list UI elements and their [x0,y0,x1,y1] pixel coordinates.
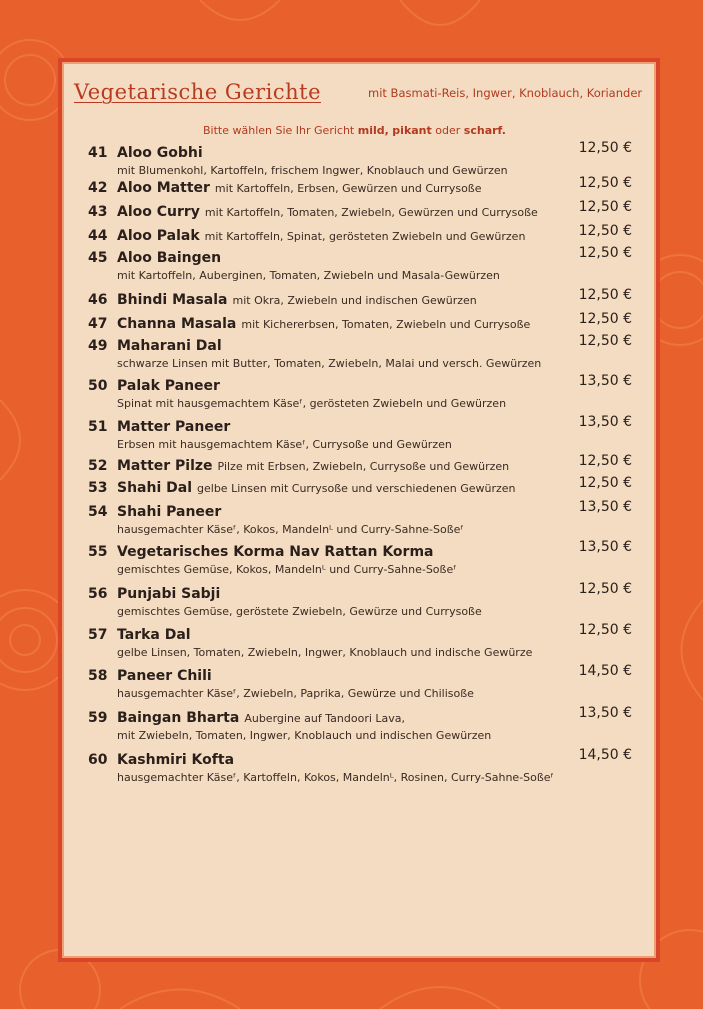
item-price: 12,50 € [578,453,632,469]
item-description: mit Zwiebeln, Tomaten, Ingwer, Knoblauch und indischen Gewürzen [117,729,492,742]
item-name [117,316,530,332]
item-description: mit Blumenkohl, Kartoffeln, frischem Ingwer, Knoblauch und Gewürzen [117,164,508,177]
item-number: 51 [88,419,108,435]
item-name-text: Aloo Matter [117,180,210,196]
item-name [117,378,220,394]
item-name-text: Matter Pilze [117,458,213,474]
item-price: 12,50 € [578,140,632,156]
item-number: 44 [88,228,108,244]
item-number: 46 [88,292,108,308]
item-number: 56 [88,586,108,602]
item-name [117,480,516,496]
spice-note-oder: oder [435,124,461,137]
item-name-text: Aloo Palak [117,228,200,244]
item-name [117,292,477,308]
item-price: 14,50 € [578,747,632,763]
item-price: 14,50 € [578,663,632,679]
item-number: 47 [88,316,108,332]
item-price: 13,50 € [578,539,632,555]
item-description: gemischtes Gemüse, Kokos, Mandelnᴸ und Curry-Sahne-Soßeᶠ [117,563,457,576]
item-number: 54 [88,504,108,520]
item-name [117,544,433,560]
item-description: Erbsen mit hausgemachtem Käseᶠ, Currysoße und Gewürzen [117,438,452,451]
item-price: 12,50 € [578,223,632,239]
item-name [117,250,221,266]
item-number: 41 [88,145,108,161]
item-name [117,419,230,435]
item-price: 12,50 € [578,622,632,638]
item-name [117,145,203,161]
item-price: 13,50 € [578,373,632,389]
item-number: 49 [88,338,108,354]
item-name-text: Aloo Baingen [117,250,222,266]
item-number: 45 [88,250,108,266]
spice-note [203,124,506,137]
section-title: Vegetarische Gerichte [74,80,322,104]
item-name [117,338,222,354]
item-name-text: Tarka Dal [117,627,191,643]
item-price: 12,50 € [578,333,632,349]
item-inline-description: gelbe Linsen mit Currysoße und verschiedenen Gewürzen [197,482,516,495]
item-number: 42 [88,180,108,196]
item-number: 55 [88,544,108,560]
spice-note-mild: mild, [357,124,389,137]
item-name-text: Vegetarisches Korma Nav Rattan Korma [117,544,434,560]
item-name [117,504,221,520]
item-name [117,586,220,602]
item-inline-description: mit Kichererbsen, Tomaten, Zwiebeln und Currysoße [241,318,531,331]
item-name-text: Paneer Chili [117,668,212,684]
item-number: 60 [88,752,108,768]
item-price: 13,50 € [578,499,632,515]
item-number: 57 [88,627,108,643]
item-description: mit Kartoffeln, Auberginen, Tomaten, Zwiebeln und Masala-Gewürzen [117,269,500,282]
item-number: 50 [88,378,108,394]
item-number: 52 [88,458,108,474]
item-name [117,668,212,684]
spice-note-prefix: Bitte wählen Sie Ihr Gericht [203,124,355,137]
item-name-text: Aloo Gobhi [117,145,203,161]
item-name-text: Baingan Bharta [117,710,240,726]
item-name-text: Maharani Dal [117,338,222,354]
item-name [117,627,191,643]
item-name-text: Kashmiri Kofta [117,752,235,768]
item-description: schwarze Linsen mit Butter, Tomaten, Zwiebeln, Malai und versch. Gewürzen [117,357,542,370]
item-inline-description: Pilze mit Erbsen, Zwiebeln, Currysoße und Gewürzen [217,460,510,473]
item-number: 59 [88,710,108,726]
item-inline-description: mit Kartoffeln, Erbsen, Gewürzen und Currysoße [214,182,482,195]
item-name-text: Shahi Paneer [117,504,222,520]
item-inline-description: Aubergine auf Tandoori Lava, [244,712,406,725]
item-description: gemischtes Gemüse, geröstete Zwiebeln, Gewürze und Currysoße [117,605,482,618]
item-name-text: Channa Masala [117,316,237,332]
item-price: 12,50 € [578,199,632,215]
item-name-text: Aloo Curry [117,204,200,220]
item-inline-description: mit Kartoffeln, Spinat, gerösteten Zwiebeln und Gewürzen [204,230,526,243]
item-name [117,228,525,244]
item-price: 12,50 € [578,245,632,261]
item-price: 13,50 € [578,705,632,721]
spice-note-scharf: scharf. [463,124,506,137]
spice-note-pikant: pikant [392,124,432,137]
item-price: 12,50 € [578,581,632,597]
item-price: 12,50 € [578,311,632,327]
item-price: 13,50 € [578,414,632,430]
item-name-text: Shahi Dal [117,480,193,496]
item-name [117,710,405,726]
item-number: 53 [88,480,108,496]
item-inline-description: mit Okra, Zwiebeln und indischen Gewürzen [232,294,477,307]
item-description: hausgemachter Käseᶠ, Kartoffeln, Kokos, Mandelnᴸ, Rosinen, Curry-Sahne-Soßeᶠ [117,771,554,784]
item-number: 58 [88,668,108,684]
item-price: 12,50 € [578,175,632,191]
item-description: hausgemachter Käseᶠ, Kokos, Mandelnᴸ und Curry-Sahne-Soßeᶠ [117,523,464,536]
item-description: Spinat mit hausgemachtem Käseᶠ, gerösteten Zwiebeln und Gewürzen [117,397,507,410]
item-description: gelbe Linsen, Tomaten, Zwiebeln, Ingwer, Knoblauch und indische Gewürze [117,646,533,659]
item-name-text: Bhindi Masala [117,292,228,308]
item-description: hausgemachter Käseᶠ, Zwiebeln, Paprika, Gewürze und Chilisoße [117,687,474,700]
item-name [117,458,509,474]
item-name-text: Palak Paneer [117,378,220,394]
item-name [117,752,234,768]
item-name-text: Matter Paneer [117,419,231,435]
item-name-text: Punjabi Sabji [117,586,221,602]
item-price: 12,50 € [578,475,632,491]
item-inline-description: mit Kartoffeln, Tomaten, Zwiebeln, Gewürzen und Currysoße [204,206,538,219]
item-number: 43 [88,204,108,220]
item-name [117,204,538,220]
section-subtitle: mit Basmati-Reis, Ingwer, Knoblauch, Koriander [368,86,643,100]
item-name [117,180,482,196]
item-price: 12,50 € [578,287,632,303]
